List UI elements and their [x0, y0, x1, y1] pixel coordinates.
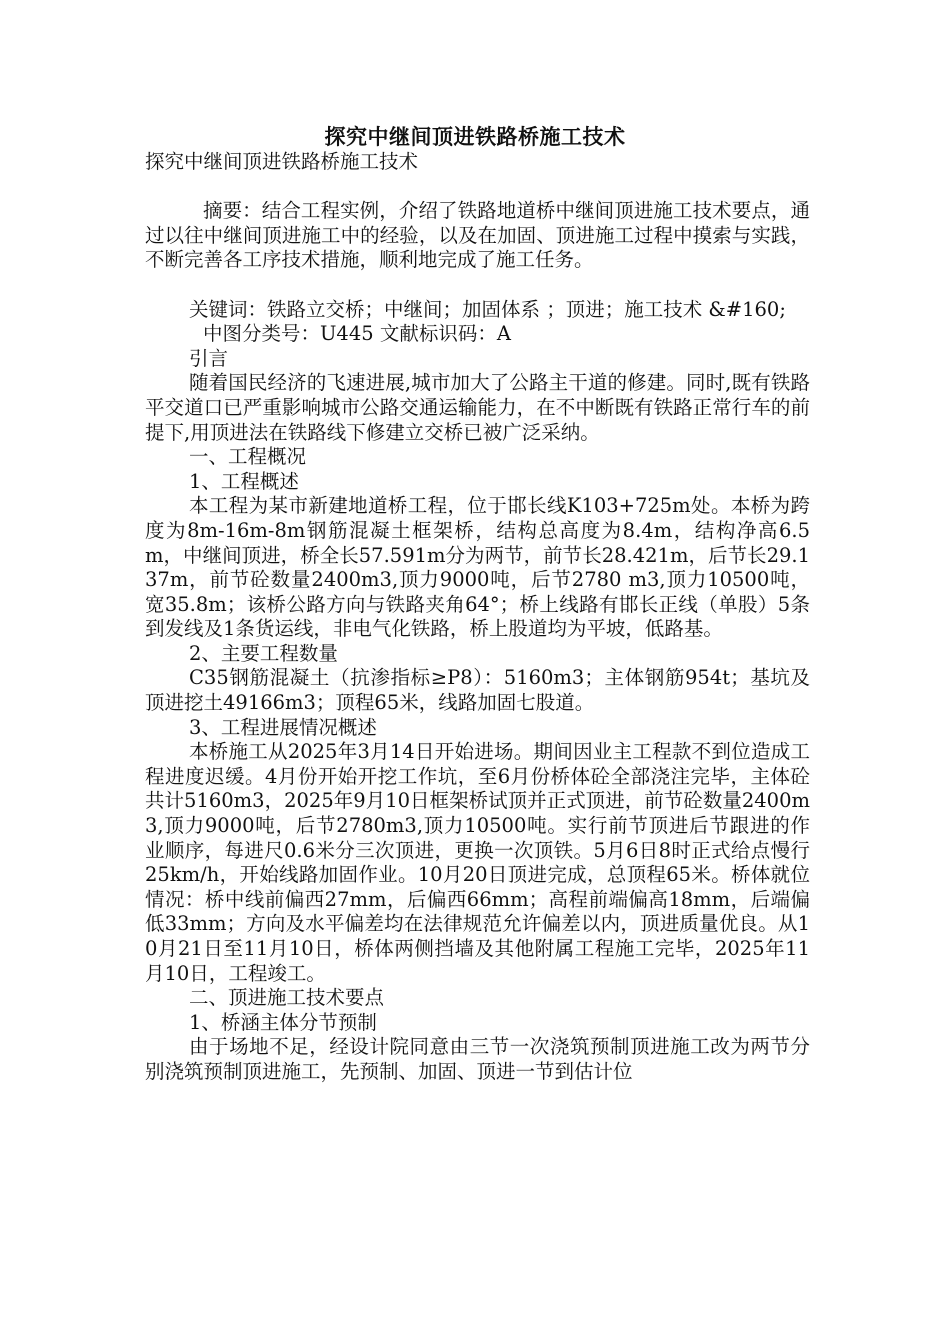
paragraph: 2、主要工程数量 [189, 641, 338, 665]
paragraph: 一、工程概况 [189, 445, 307, 469]
paragraph: 摘要：结合工程实例，介绍了铁路地道桥中继间顶进施工技术要点，通过以往中继间顶进施工中的经验，以及在加固、顶进施工过程中摸索与实践，不断完善各工序技术措施，顺利地完成了施工任务。 [145, 199, 810, 272]
paragraph: 1、工程概述 [189, 469, 299, 493]
paragraph: 由于场地不足，经设计院同意由三节一次浇筑预制顶进施工改为两节分别浇筑预制顶进施工，先预制、加固、顶进一节到估计位 [145, 1035, 810, 1083]
paragraph: 本工程为某市新建地道桥工程，位于邯长线K103+725m处。本桥为跨度为8m-16m-8m钢筋混凝土框架桥，结构总高度为8.4m，结构净高6.5m，中继间顶进，桥全长57.591m分为两节，前节长28.421m，后节长29.137m，前节砼数量2400m3,顶力9000吨，后节2780 m3,顶力10500吨，宽35.8m；该桥公路方向与铁路夹角64°；桥上线路有邯长正线（单股）5条到发线及1条货运线，非电气化铁路，桥上股道均为平坡，低路基。 [145, 494, 810, 641]
paragraph: 本桥施工从2025年3月14日开始进场。期间因业主工程款不到位造成工程进度迟缓。4月份开始开挖工作坑，至6月份桥体砼全部浇注完毕，主体砼共计5160m3，2025年9月10日框架桥试顶并正式顶进，前节砼数量2400m3,顶力9000吨，后节2780m3,顶力10500吨。实行前节顶进后节跟进的作业顺序，每进尺0.6米分三次顶进，更换一次顶铁。5月6日8时正式给点慢行25km/h，开始线路加固作业。10月20日顶进完成，总顶程65米。桥体就位情况：桥中线前偏西27mm，后偏西66mm；高程前端偏高18mm，后端偏低33mm；方向及水平偏差均在法律规范允许偏差以内，顶进质量优良。从10月21日至11月10日，桥体两侧挡墙及其他附属工程施工完毕，2025年11月10日，工程竣工。 [145, 740, 810, 985]
paragraph: 1、桥涵主体分节预制 [189, 1010, 377, 1034]
paragraph: 探究中继间顶进铁路桥施工技术 [145, 150, 419, 173]
paragraph: 关键词：铁路立交桥；中继间；加固体系 ；顶进；施工技术 &#160; [189, 297, 786, 321]
paragraph: 中图分类号：U445 文献标识码：A [203, 322, 511, 346]
paragraph: C35钢筋混凝土（抗渗指标≥P8）：5160m3；主体钢筋954t；基坑及顶进挖土49166m3；顶程65米，线路加固七股道。 [145, 666, 810, 715]
blank-line [145, 273, 810, 298]
document-body [145, 150, 810, 1085]
document-title: 探究中继间顶进铁路桥施工技术 [324, 125, 626, 149]
paragraph: 二、顶进施工技术要点 [189, 986, 385, 1010]
blank-line [145, 175, 810, 200]
paragraph: 随着国民经济的飞速进展,城市加大了公路主干道的修建。同时,既有铁路平交道口已严重影响城市公路交通运输能力，在不中断既有铁路正常行车的前提下,用顶进法在铁路线下修建立交桥已被广泛采纳。 [145, 371, 810, 444]
paragraph: 3、工程进展情况概述 [189, 715, 377, 739]
paragraph: 引言 [189, 346, 229, 370]
